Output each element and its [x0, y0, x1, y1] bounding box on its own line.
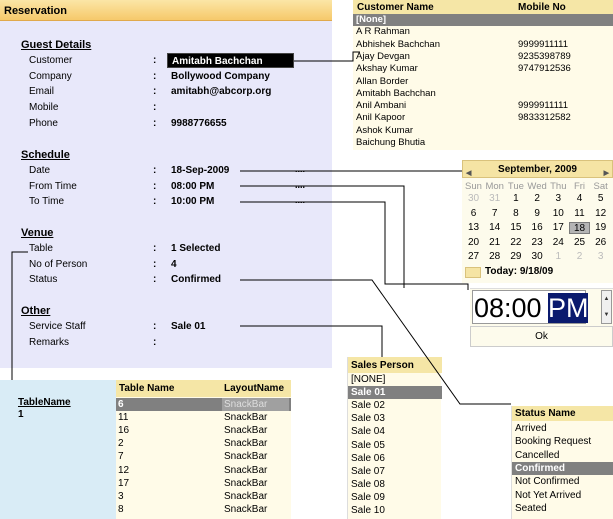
layout-name-column: LayoutName: [224, 383, 285, 394]
customer-mobile: 9235398789: [518, 50, 571, 62]
calendar-day[interactable]: 9: [534, 207, 540, 219]
calendar-day[interactable]: 14: [489, 222, 501, 233]
spin-down-icon[interactable]: ▼: [603, 312, 610, 318]
calendar-day[interactable]: 1: [513, 193, 519, 204]
layout-name-cell: SnackBar: [222, 398, 289, 411]
company-field[interactable]: Bollywood Company: [171, 71, 270, 82]
sales-person-item[interactable]: Sale 03: [351, 413, 385, 425]
section-venue: Venue: [21, 227, 54, 239]
sales-person-item[interactable]: Sale 06: [351, 452, 385, 464]
sales-person-item[interactable]: Sale 05: [351, 439, 385, 451]
table-name-cell: 11: [118, 412, 129, 424]
sales-person-item[interactable]: Sale 08: [351, 478, 385, 490]
status-field[interactable]: Confirmed: [171, 274, 221, 285]
customer-name: Ashok Kumar: [356, 124, 414, 136]
sales-person-item[interactable]: [NONE]: [351, 374, 386, 385]
calendar-day[interactable]: 18: [569, 222, 590, 234]
mobile-label: Mobile: [29, 102, 59, 113]
status-item[interactable]: Cancelled: [515, 449, 560, 461]
service-staff-field[interactable]: Sale 01: [171, 321, 206, 332]
connector-customer: [294, 52, 360, 61]
calendar-day[interactable]: 23: [531, 236, 543, 248]
customer-mobile: 9833312582: [518, 112, 571, 124]
calendar-weekday: Tue: [507, 181, 524, 192]
phone-field[interactable]: 9988776655: [171, 118, 227, 129]
calendar-day[interactable]: 4: [576, 193, 583, 204]
to-time-label: To Time: [29, 196, 65, 207]
status-item[interactable]: Arrived: [515, 423, 547, 434]
customer-name: Ajay Devgan: [356, 50, 410, 62]
status-item[interactable]: Confirmed: [512, 462, 613, 475]
status-header: Status Name: [512, 406, 613, 421]
calendar-day[interactable]: 31: [489, 193, 501, 204]
date-colon: :: [153, 165, 157, 176]
sales-person-item[interactable]: Sale 01: [348, 386, 442, 399]
table-name-cell: 2: [118, 438, 124, 450]
layout-name-cell: SnackBar: [224, 425, 268, 437]
from-time-field[interactable]: 08:00 PM: [171, 181, 215, 192]
to-time-picker-button[interactable]: ....: [295, 195, 306, 205]
spin-up-icon[interactable]: ▲: [603, 296, 610, 302]
calendar-day[interactable]: 5: [597, 193, 604, 204]
sales-person-item[interactable]: Sale 07: [351, 465, 385, 477]
calendar-day[interactable]: 10: [552, 207, 564, 219]
calendar-weekday: Wed: [527, 181, 547, 192]
from-time-picker-button[interactable]: ....: [295, 180, 306, 190]
calendar-day[interactable]: 25: [573, 236, 586, 248]
status-item[interactable]: Booking Request: [515, 436, 592, 448]
service-staff-colon: :: [153, 321, 157, 332]
sales-person-item[interactable]: Sale 10: [351, 505, 385, 516]
service-staff-label: Service Staff: [29, 321, 86, 332]
status-item[interactable]: Not Confirmed: [515, 476, 580, 488]
calendar-day[interactable]: 16: [531, 222, 543, 233]
calendar-weekday: Fri: [573, 181, 586, 192]
persons-colon: :: [153, 259, 157, 270]
calendar-day[interactable]: 6: [470, 207, 477, 219]
time-ampm-selected[interactable]: PM: [548, 293, 589, 323]
calendar-day[interactable]: 30: [531, 251, 543, 262]
status-item[interactable]: Seated: [515, 502, 547, 514]
today-link[interactable]: Today: 9/18/09: [485, 266, 554, 277]
table-field[interactable]: 1 Selected: [171, 243, 221, 254]
form-title: Reservation: [0, 0, 332, 21]
date-field[interactable]: 18-Sep-2009: [171, 165, 230, 176]
customer-name: Allan Border: [356, 75, 409, 87]
calendar-day[interactable]: 8: [513, 207, 519, 219]
customer-name: [None]: [356, 14, 387, 25]
layout-name-cell: SnackBar: [224, 451, 268, 463]
calendar-weekday: Sun: [465, 181, 482, 192]
calendar-day[interactable]: 2: [576, 251, 583, 262]
table-name-cell: 16: [118, 425, 130, 437]
customer-colon: :: [153, 55, 157, 66]
prev-month-icon[interactable]: ◀: [466, 170, 472, 177]
layout-name-cell: SnackBar: [224, 490, 268, 502]
calendar-day[interactable]: 3: [555, 193, 562, 204]
sales-person-item[interactable]: Sale 09: [351, 491, 385, 503]
customer-mobile: 9999911111: [518, 100, 569, 112]
layout-name-cell: SnackBar: [224, 464, 268, 476]
company-colon: :: [153, 71, 157, 82]
customer-name: Akshay Kumar: [356, 63, 418, 75]
status-label: Status: [29, 274, 58, 285]
calendar-day[interactable]: 17: [552, 222, 564, 233]
calendar-day[interactable]: 28: [489, 251, 501, 262]
calendar-day[interactable]: 13: [467, 222, 480, 233]
table-name-cell: 7: [118, 451, 124, 463]
table-label: Table: [29, 243, 53, 254]
customer-name: Anil Kapoor: [356, 112, 406, 124]
selected-table-header: TableName: [18, 397, 71, 408]
remarks-colon: :: [153, 337, 157, 348]
customer-name-column: Customer Name: [357, 2, 434, 13]
layout-name-cell: SnackBar: [224, 438, 268, 450]
email-colon: :: [153, 86, 157, 97]
company-label: Company: [29, 71, 72, 82]
table-name-cell: 8: [118, 503, 124, 515]
from-time-label: From Time: [29, 181, 77, 192]
table-name-cell: 17: [118, 477, 130, 489]
mobile-no-column: Mobile No: [518, 2, 566, 13]
calendar-day[interactable]: 24: [552, 236, 564, 248]
sales-person-item[interactable]: Sale 02: [351, 400, 385, 412]
table-name-cell: 3: [118, 490, 124, 502]
customer-name: Abhishek Bachchan: [356, 38, 440, 50]
sales-person-item[interactable]: Sale 04: [351, 426, 385, 438]
calendar-day[interactable]: 12: [595, 207, 607, 219]
customer-label: Customer: [29, 55, 73, 66]
persons-field[interactable]: 4: [171, 259, 177, 270]
calendar-day[interactable]: 2: [534, 193, 540, 204]
remarks-label: Remarks: [29, 337, 70, 348]
calendar-day[interactable]: 20: [467, 236, 480, 248]
table-name-column: Table Name: [119, 383, 175, 394]
sales-person-header: Sales Person: [348, 357, 442, 373]
calendar-day[interactable]: 7: [491, 207, 498, 219]
calendar-day[interactable]: 30: [467, 193, 480, 204]
calendar-day[interactable]: 22: [510, 236, 522, 248]
date-picker-button[interactable]: ....: [295, 164, 306, 174]
email-field[interactable]: amitabh@abcorp.org: [171, 86, 272, 97]
customer-field[interactable]: Amitabh Bachchan: [167, 53, 294, 68]
calendar-day[interactable]: 1: [555, 251, 562, 262]
customer-name: Amitabh Bachchan: [356, 87, 436, 99]
calendar-weekday: Sat: [593, 181, 608, 192]
table-name-cell: 12: [118, 464, 130, 476]
table-colon: :: [153, 243, 157, 254]
time-hours-minutes[interactable]: 08:00: [474, 293, 542, 323]
connector-from-time: [240, 186, 404, 288]
customer-mobile: 9747912536: [518, 63, 571, 75]
calendar-day[interactable]: 15: [510, 222, 522, 233]
from-time-colon: :: [153, 181, 157, 192]
next-month-icon[interactable]: ▶: [603, 170, 609, 177]
phone-label: Phone: [29, 118, 58, 129]
calendar-day[interactable]: 19: [595, 222, 607, 233]
calendar-day[interactable]: 21: [489, 236, 501, 248]
connector-to-time: [240, 202, 468, 290]
status-colon: :: [153, 274, 157, 285]
persons-label: No of Person: [29, 259, 88, 270]
section-schedule: Schedule: [21, 149, 70, 161]
status-item[interactable]: Not Yet Arrived: [515, 489, 582, 501]
email-label: Email: [29, 86, 55, 97]
calendar-day[interactable]: 27: [467, 251, 480, 262]
layout-name-cell: SnackBar: [224, 477, 268, 489]
layout-name-cell: SnackBar: [224, 412, 268, 424]
customer-name: Baichung Bhutia: [356, 137, 426, 148]
connector-status: [240, 280, 511, 404]
customer-name: Anil Ambani: [356, 100, 407, 112]
section-other: Other: [21, 305, 51, 317]
connector-table: [12, 252, 28, 380]
mobile-colon: :: [153, 102, 157, 113]
customer-name: A R Rahman: [356, 26, 410, 38]
date-label: Date: [29, 165, 51, 176]
table-name-cell: 6: [118, 399, 124, 410]
calendar-weekday: Mon: [485, 181, 504, 192]
selected-table-value: 1: [18, 409, 24, 420]
calendar-day[interactable]: 26: [595, 236, 607, 248]
layout-name-cell: SnackBar: [224, 503, 268, 515]
calendar-day[interactable]: 29: [510, 251, 522, 262]
calendar-weekday: Thu: [550, 181, 567, 192]
to-time-colon: :: [153, 196, 157, 207]
calendar-day[interactable]: 11: [574, 207, 585, 219]
customer-mobile: 9999911111: [518, 38, 569, 50]
section-guest-details: Guest Details: [21, 39, 92, 51]
phone-colon: :: [153, 118, 157, 129]
calendar-day[interactable]: 3: [597, 251, 604, 262]
calendar-month-title: September, 2009: [498, 164, 577, 175]
to-time-field[interactable]: 10:00 PM: [171, 196, 215, 207]
time-ok-button[interactable]: Ok: [470, 326, 613, 347]
connector-staff: [240, 326, 382, 357]
